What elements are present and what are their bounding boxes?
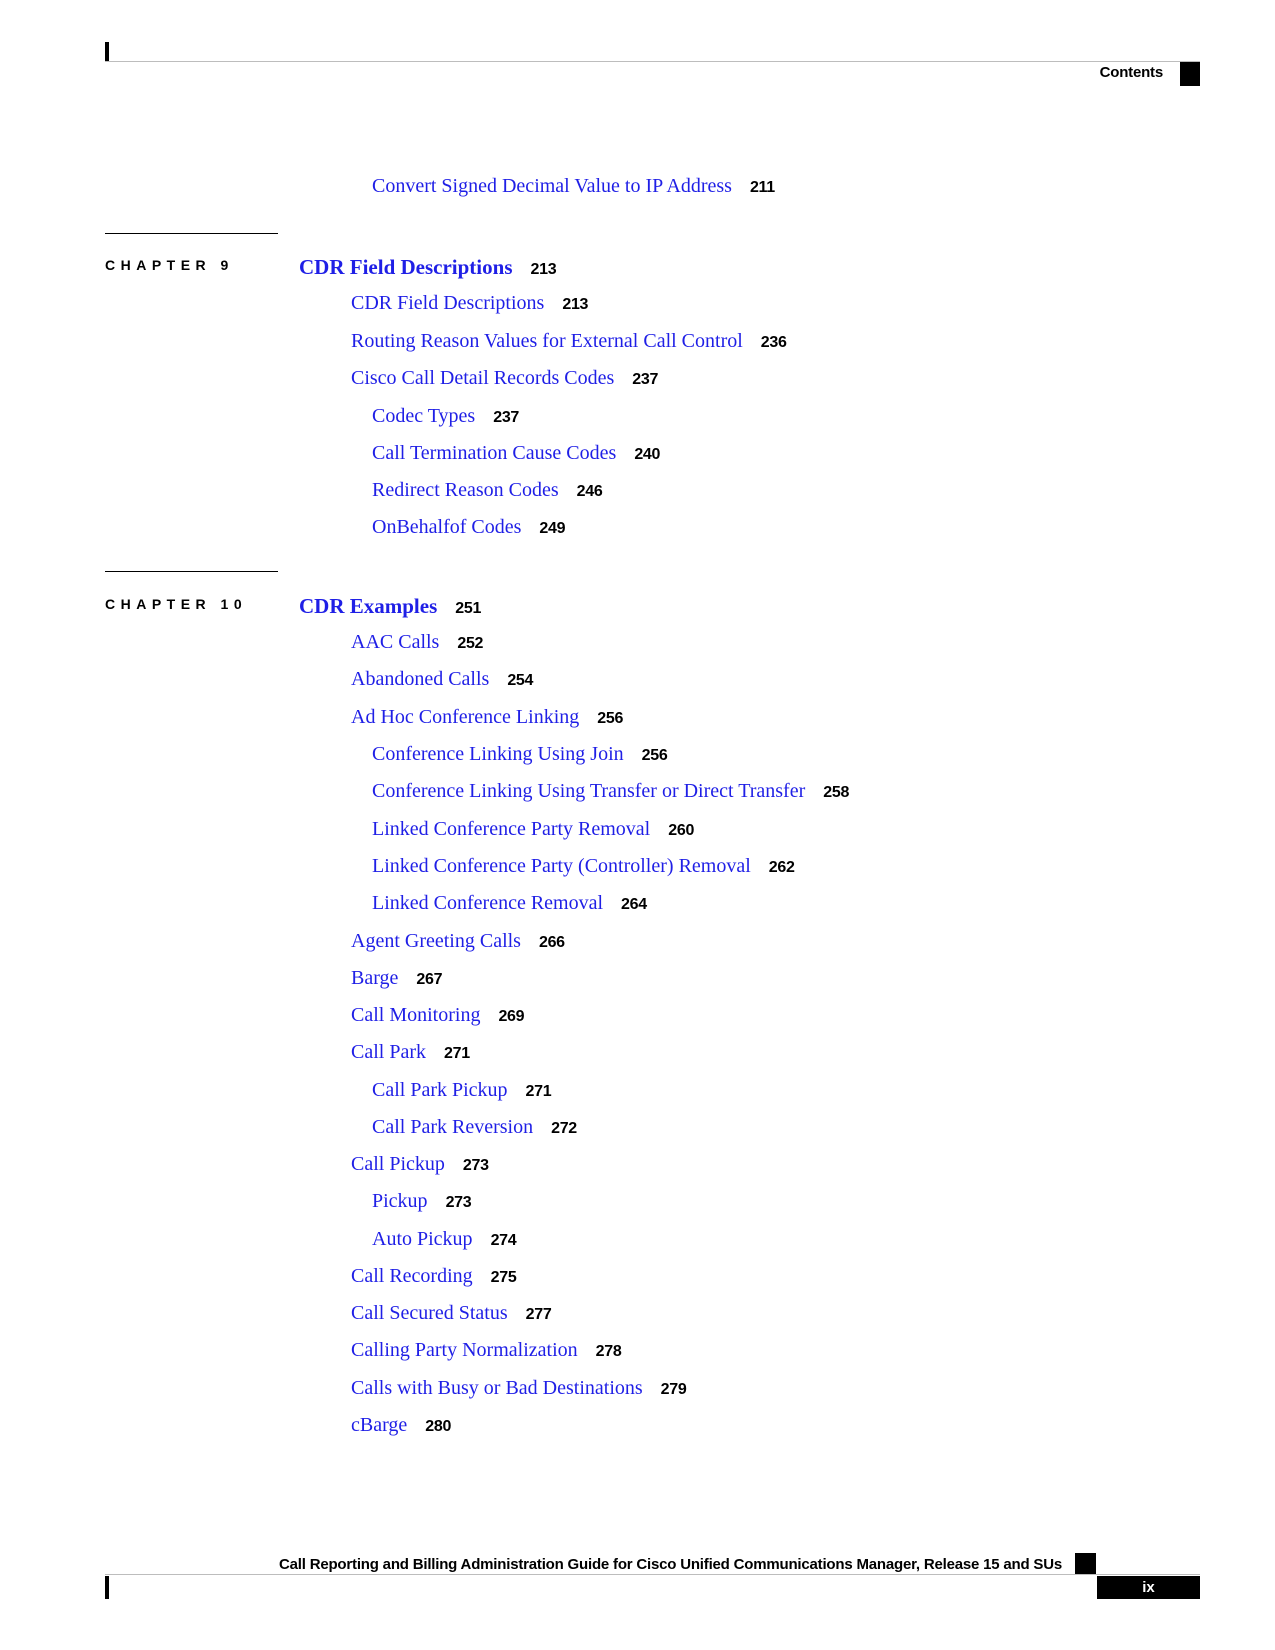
toc-entry[interactable] [351,1302,551,1325]
toc-entry[interactable] [372,442,660,465]
toc-entry[interactable] [351,330,787,353]
toc-entry[interactable] [351,1004,524,1027]
toc-entry-title[interactable]: Call Recording [351,1265,473,1287]
toc-entry-title[interactable]: Redirect Reason Codes [372,479,559,501]
header-rule [105,61,1200,62]
toc-entry-title[interactable]: Abandoned Calls [351,668,490,690]
toc-entry-page: 249 [539,520,566,537]
toc-entry-title[interactable]: Conference Linking Using Join [372,743,624,765]
toc-entry-title[interactable]: Linked Conference Party (Controller) Removal [372,855,751,877]
chapter-heading[interactable] [299,255,556,280]
toc-entry[interactable] [351,706,623,729]
toc-entry-title[interactable]: Cisco Call Detail Records Codes [351,367,615,389]
toc-entry[interactable] [372,855,795,878]
toc-entry-page: 213 [562,296,589,313]
toc-entry[interactable] [372,1079,551,1102]
toc-entry-page: 273 [445,1194,472,1211]
toc-entry-title[interactable]: cBarge [351,1414,408,1436]
toc-entry-title[interactable]: Call Park [351,1041,426,1063]
toc-entry-title[interactable]: CDR Field Descriptions [351,292,545,314]
toc-entry[interactable] [372,1116,577,1139]
toc-entry-page: 266 [538,934,565,951]
toc-entry-page: 258 [823,784,850,801]
toc-entry-title[interactable]: Codec Types [372,405,476,427]
toc-entry-page: 274 [490,1232,517,1249]
toc-entry[interactable] [372,780,849,803]
chapter-rule [105,571,278,572]
page-number: ix [1097,1576,1200,1599]
toc-entry[interactable] [351,1265,516,1288]
toc-entry-title[interactable]: Call Termination Cause Codes [372,442,617,464]
toc-entry-title[interactable]: AAC Calls [351,631,440,653]
header-label: Contents [1099,64,1163,81]
toc-entry-title[interactable]: OnBehalfof Codes [372,516,522,538]
toc-entry[interactable] [351,1153,489,1176]
toc-entry[interactable] [351,1377,686,1400]
toc-entry[interactable] [351,967,442,990]
toc-entry[interactable] [372,743,667,766]
toc-entry-title[interactable]: Call Monitoring [351,1004,481,1026]
toc-entry-title[interactable]: Calls with Busy or Bad Destinations [351,1377,643,1399]
toc-entry-title[interactable]: Auto Pickup [372,1228,473,1250]
chapter-title[interactable]: CDR Examples [299,594,438,618]
toc-entry[interactable] [351,1041,470,1064]
toc-entry-page: 279 [660,1381,687,1398]
toc-entry-page: 271 [444,1045,470,1062]
toc-entry-title[interactable]: Ad Hoc Conference Linking [351,706,580,728]
header-marker [105,42,109,61]
toc-entry-title[interactable]: Barge [351,967,399,989]
chapter-page: 213 [530,261,557,278]
chapter-label: CHAPTER 10 [105,596,248,612]
toc-entry-page: 272 [551,1120,577,1137]
toc-entry-page: 264 [621,896,647,913]
toc-entry-title[interactable]: Call Secured Status [351,1302,508,1324]
toc-entry-page: 269 [498,1008,525,1025]
toc-entry-page: 256 [641,747,668,764]
toc-entry[interactable] [372,516,565,539]
toc-entry-page: 237 [493,409,520,426]
toc-entry-title[interactable]: Pickup [372,1190,428,1212]
toc-entry-page: 280 [425,1418,452,1435]
chapter-page: 251 [455,600,482,617]
toc-entry-page: 273 [462,1157,489,1174]
toc-entry-page: 254 [507,672,534,689]
toc-entry[interactable] [372,818,694,841]
toc-entry[interactable] [351,292,588,315]
toc-entry-page: 237 [632,371,659,388]
toc-entry-page: 277 [525,1306,552,1323]
toc-entry-title[interactable]: Conference Linking Using Transfer or Direct Transfer [372,780,806,802]
toc-entry[interactable] [372,1190,471,1213]
toc-entry-page: 236 [760,334,787,351]
toc-entry[interactable] [351,631,483,654]
toc-entry-title[interactable]: Routing Reason Values for External Call Control [351,330,743,352]
toc-entry-page: 275 [490,1269,517,1286]
toc-entry[interactable] [351,367,658,390]
footer-rule [105,1574,1200,1575]
toc-entry-page: 240 [634,446,661,463]
toc-entry-page: 260 [668,822,695,839]
toc-entry[interactable] [351,1414,451,1437]
toc-entry-title[interactable]: Convert Signed Decimal Value to IP Address [372,175,732,197]
toc-entry-title[interactable]: Calling Party Normalization [351,1339,578,1361]
chapter-title[interactable]: CDR Field Descriptions [299,255,513,279]
toc-entry[interactable] [372,479,602,502]
toc-entry[interactable] [351,1339,621,1362]
chapter-rule [105,233,278,234]
toc-entry-page: 256 [597,710,624,727]
toc-entry-page: 246 [576,483,603,500]
toc-entry[interactable] [372,1228,516,1251]
toc-entry-page: 252 [457,635,484,652]
toc-entry[interactable] [372,175,775,198]
toc-entry[interactable] [351,668,533,691]
toc-entry-page: 211 [749,179,775,196]
toc-entry-page: 278 [595,1343,622,1360]
toc-entry[interactable] [372,405,519,428]
chapter-heading[interactable] [299,594,481,619]
toc-entry-title[interactable]: Call Park Reversion [372,1116,534,1138]
chapter-label: CHAPTER 9 [105,257,234,273]
toc-entry[interactable] [372,892,647,915]
footer-marker [1075,1553,1096,1574]
footer-tick [105,1576,109,1599]
footer-title: Call Reporting and Billing Administration Guide for Cisco Unified Communications Manager, Release 15 and SUs [279,1556,1062,1573]
toc-entry-title[interactable]: Call Park Pickup [372,1079,508,1101]
header-tab-marker [1180,62,1200,86]
toc-entry-title[interactable]: Linked Conference Party Removal [372,818,651,840]
toc-entry-page: 262 [768,859,795,876]
toc-entry-page: 271 [525,1083,552,1100]
toc-entry-page: 267 [416,971,443,988]
toc-entry[interactable] [351,930,565,953]
toc-entry-title[interactable]: Call Pickup [351,1153,445,1175]
toc-entry-title[interactable]: Linked Conference Removal [372,892,604,914]
toc-entry-title[interactable]: Agent Greeting Calls [351,930,521,952]
